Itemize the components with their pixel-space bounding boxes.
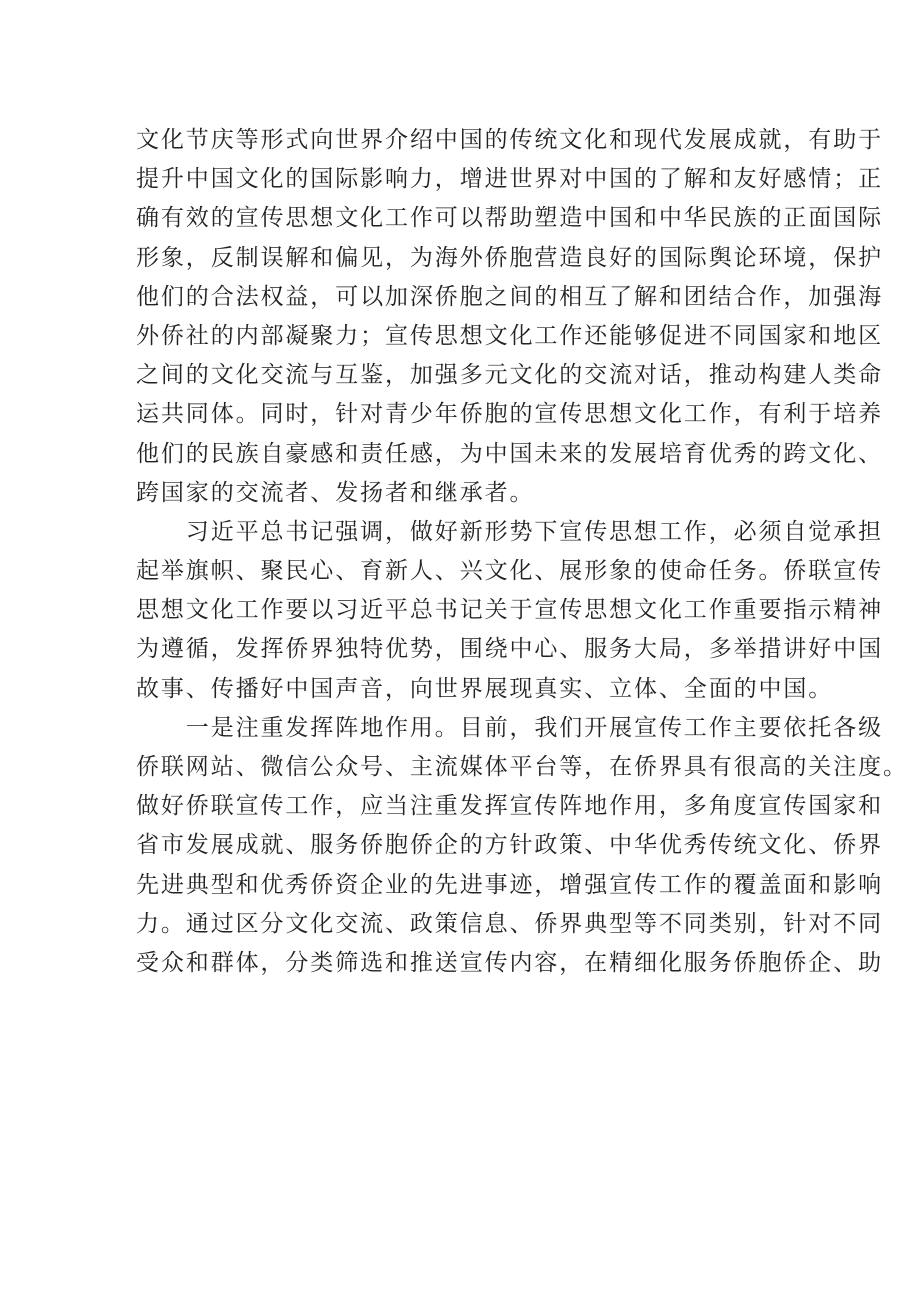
text-line: 思想文化工作要以习近平总书记关于宣传思想文化工作重要指示精神: [136, 597, 883, 624]
text-line: 习近平总书记强调，做好新形势下宣传思想工作，必须自觉承担: [136, 518, 883, 545]
text-line: 起举旗帜、聚民心、育新人、兴文化、展形象的使命任务。侨联宣传: [136, 558, 883, 585]
text-line: 之间的文化交流与互鉴，加强多元文化的交流对话，推动构建人类命: [136, 362, 883, 389]
text-line: 侨联网站、微信公众号、主流媒体平台等，在侨界具有很高的关注度。: [136, 754, 908, 780]
text-line: 跨国家的交流者、发扬者和继承者。: [136, 479, 535, 506]
text-line: 受众和群体，分类筛选和推送宣传内容，在精细化服务侨胞侨企、助: [136, 949, 883, 976]
text-line: 形象，反制误解和偏见，为海外侨胞营造良好的国际舆论环境，保护: [136, 244, 883, 271]
text-line: 一是注重发挥阵地作用。目前，我们开展宣传工作主要依托各级: [136, 714, 883, 741]
text-line: 确有效的宣传思想文化工作可以帮助塑造中国和中华民族的正面国际: [136, 205, 883, 232]
text-line: 他们的民族自豪感和责任感，为中国未来的发展培育优秀的跨文化、: [136, 440, 883, 467]
text-line: 力。通过区分文化交流、政策信息、侨界典型等不同类别，针对不同: [136, 910, 883, 937]
text-line: 先进典型和优秀侨资企业的先进事迹，增强宣传工作的覆盖面和影响: [136, 871, 883, 898]
text-line: 故事、传播好中国声音，向世界展现真实、立体、全面的中国。: [136, 675, 834, 702]
body-text: [136, 121, 908, 983]
text-line: 他们的合法权益，可以加深侨胞之间的相互了解和团结合作，加强海: [136, 283, 883, 310]
text-line: 外侨社的内部凝聚力；宣传思想文化工作还能够促进不同国家和地区: [136, 322, 883, 349]
text-line: 运共同体。同时，针对青少年侨胞的宣传思想文化工作，有利于培养: [136, 401, 883, 428]
text-line: 为遵循，发挥侨界独特优势，围绕中心、服务大局，多举措讲好中国: [136, 636, 883, 663]
text-line: 文化节庆等形式向世界介绍中国的传统文化和现代发展成就，有助于: [136, 127, 883, 153]
text-line: 做好侨联宣传工作，应当注重发挥宣传阵地作用，多角度宣传国家和: [136, 793, 883, 820]
text-line: 提升中国文化的国际影响力，增进世界对中国的了解和友好感情；正: [136, 166, 883, 193]
text-line: 省市发展成就、服务侨胞侨企的方针政策、中华优秀传统文化、侨界: [136, 832, 883, 859]
